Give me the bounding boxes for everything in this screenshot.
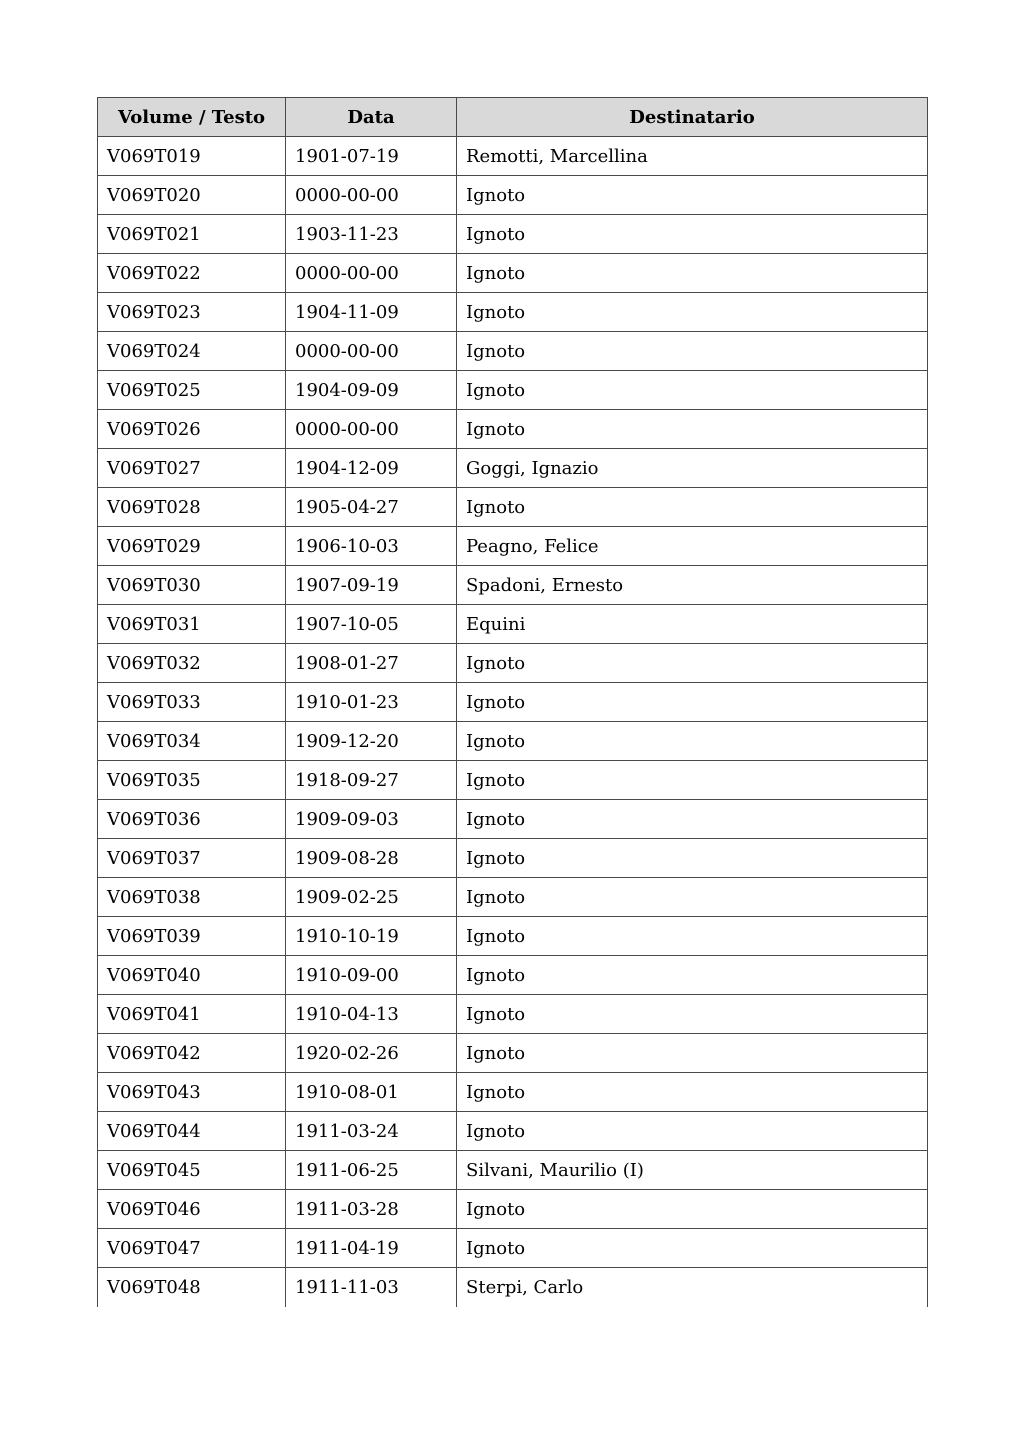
cell-destinatario: Ignoto (457, 176, 928, 215)
cell-volume-testo: V069T021 (98, 215, 286, 254)
cell-data: 1911-03-28 (286, 1190, 457, 1229)
table-row (98, 332, 928, 371)
cell-volume-testo: V069T033 (98, 683, 286, 722)
cell-volume-testo: V069T043 (98, 1073, 286, 1112)
cell-volume-testo: V069T026 (98, 410, 286, 449)
cell-data: 0000-00-00 (286, 176, 457, 215)
cell-destinatario: Ignoto (457, 215, 928, 254)
table-row (98, 644, 928, 683)
table-row (98, 527, 928, 566)
cell-data: 1920-02-26 (286, 1034, 457, 1073)
table-row (98, 449, 928, 488)
cell-destinatario: Sterpi, Carlo (457, 1268, 928, 1307)
cell-data: 1911-06-25 (286, 1151, 457, 1190)
cell-destinatario: Ignoto (457, 683, 928, 722)
table-row (98, 1112, 928, 1151)
cell-destinatario: Goggi, Ignazio (457, 449, 928, 488)
cell-volume-testo: V069T044 (98, 1112, 286, 1151)
cell-volume-testo: V069T035 (98, 761, 286, 800)
cell-volume-testo: V069T030 (98, 566, 286, 605)
cell-volume-testo: V069T023 (98, 293, 286, 332)
table-row (98, 137, 928, 176)
cell-data: 1910-10-19 (286, 917, 457, 956)
cell-volume-testo: V069T041 (98, 995, 286, 1034)
cell-destinatario: Ignoto (457, 1190, 928, 1229)
table-row (98, 176, 928, 215)
cell-volume-testo: V069T036 (98, 800, 286, 839)
cell-volume-testo: V069T039 (98, 917, 286, 956)
table-header (98, 98, 928, 137)
cell-destinatario: Ignoto (457, 917, 928, 956)
table-row (98, 995, 928, 1034)
header-volume-testo: Volume / Testo (98, 98, 286, 137)
cell-destinatario: Ignoto (457, 410, 928, 449)
cell-data: 1901-07-19 (286, 137, 457, 176)
cell-data: 1910-04-13 (286, 995, 457, 1034)
cell-data: 1908-01-27 (286, 644, 457, 683)
cell-destinatario: Ignoto (457, 800, 928, 839)
table-row (98, 878, 928, 917)
cell-volume-testo: V069T020 (98, 176, 286, 215)
cell-data: 1911-03-24 (286, 1112, 457, 1151)
table-row (98, 683, 928, 722)
table-row (98, 488, 928, 527)
table-row (98, 1229, 928, 1268)
cell-volume-testo: V069T025 (98, 371, 286, 410)
cell-data: 1907-09-19 (286, 566, 457, 605)
table-row (98, 1034, 928, 1073)
cell-destinatario: Ignoto (457, 956, 928, 995)
cell-destinatario: Ignoto (457, 1034, 928, 1073)
letters-table (97, 97, 928, 1307)
cell-volume-testo: V069T042 (98, 1034, 286, 1073)
cell-data: 1918-09-27 (286, 761, 457, 800)
cell-data: 1909-09-03 (286, 800, 457, 839)
cell-data: 1904-11-09 (286, 293, 457, 332)
table-row (98, 761, 928, 800)
cell-volume-testo: V069T024 (98, 332, 286, 371)
cell-volume-testo: V069T046 (98, 1190, 286, 1229)
table-row (98, 1268, 928, 1307)
cell-data: 1904-12-09 (286, 449, 457, 488)
cell-data: 1909-12-20 (286, 722, 457, 761)
table-row (98, 917, 928, 956)
cell-volume-testo: V069T048 (98, 1268, 286, 1307)
cell-data: 0000-00-00 (286, 410, 457, 449)
cell-data: 1904-09-09 (286, 371, 457, 410)
cell-data: 1910-08-01 (286, 1073, 457, 1112)
table-row (98, 800, 928, 839)
cell-destinatario: Equini (457, 605, 928, 644)
cell-data: 1910-09-00 (286, 956, 457, 995)
cell-destinatario: Ignoto (457, 371, 928, 410)
cell-volume-testo: V069T045 (98, 1151, 286, 1190)
cell-destinatario: Ignoto (457, 254, 928, 293)
cell-destinatario: Ignoto (457, 839, 928, 878)
table-row (98, 605, 928, 644)
cell-destinatario: Ignoto (457, 1229, 928, 1268)
cell-destinatario: Ignoto (457, 488, 928, 527)
cell-volume-testo: V069T031 (98, 605, 286, 644)
cell-volume-testo: V069T040 (98, 956, 286, 995)
cell-volume-testo: V069T022 (98, 254, 286, 293)
cell-data: 1910-01-23 (286, 683, 457, 722)
table-row (98, 722, 928, 761)
header-row (98, 98, 928, 137)
cell-volume-testo: V069T047 (98, 1229, 286, 1268)
cell-volume-testo: V069T029 (98, 527, 286, 566)
cell-destinatario: Ignoto (457, 644, 928, 683)
table-body (98, 137, 928, 1307)
cell-volume-testo: V069T038 (98, 878, 286, 917)
table-row (98, 956, 928, 995)
cell-data: 1909-02-25 (286, 878, 457, 917)
cell-data: 0000-00-00 (286, 254, 457, 293)
cell-destinatario: Silvani, Maurilio (I) (457, 1151, 928, 1190)
table-row (98, 215, 928, 254)
cell-destinatario: Peagno, Felice (457, 527, 928, 566)
table-row (98, 254, 928, 293)
cell-destinatario: Ignoto (457, 1112, 928, 1151)
header-data: Data (286, 98, 457, 137)
cell-destinatario: Ignoto (457, 761, 928, 800)
cell-data: 1906-10-03 (286, 527, 457, 566)
cell-volume-testo: V069T032 (98, 644, 286, 683)
table-row (98, 1073, 928, 1112)
cell-data: 1911-11-03 (286, 1268, 457, 1307)
table-row (98, 839, 928, 878)
cell-volume-testo: V069T019 (98, 137, 286, 176)
table-row (98, 1151, 928, 1190)
table-row (98, 1190, 928, 1229)
header-destinatario: Destinatario (457, 98, 928, 137)
cell-volume-testo: V069T027 (98, 449, 286, 488)
table-row (98, 566, 928, 605)
cell-destinatario: Remotti, Marcellina (457, 137, 928, 176)
cell-destinatario: Ignoto (457, 995, 928, 1034)
cell-data: 1911-04-19 (286, 1229, 457, 1268)
cell-data: 1909-08-28 (286, 839, 457, 878)
cell-volume-testo: V069T028 (98, 488, 286, 527)
cell-destinatario: Ignoto (457, 1073, 928, 1112)
table-row (98, 371, 928, 410)
cell-destinatario: Ignoto (457, 878, 928, 917)
cell-volume-testo: V069T034 (98, 722, 286, 761)
cell-destinatario: Ignoto (457, 293, 928, 332)
cell-destinatario: Ignoto (457, 332, 928, 371)
table-row (98, 293, 928, 332)
cell-data: 0000-00-00 (286, 332, 457, 371)
cell-destinatario: Ignoto (457, 722, 928, 761)
cell-volume-testo: V069T037 (98, 839, 286, 878)
table-row (98, 410, 928, 449)
cell-destinatario: Spadoni, Ernesto (457, 566, 928, 605)
cell-data: 1907-10-05 (286, 605, 457, 644)
cell-data: 1903-11-23 (286, 215, 457, 254)
cell-data: 1905-04-27 (286, 488, 457, 527)
